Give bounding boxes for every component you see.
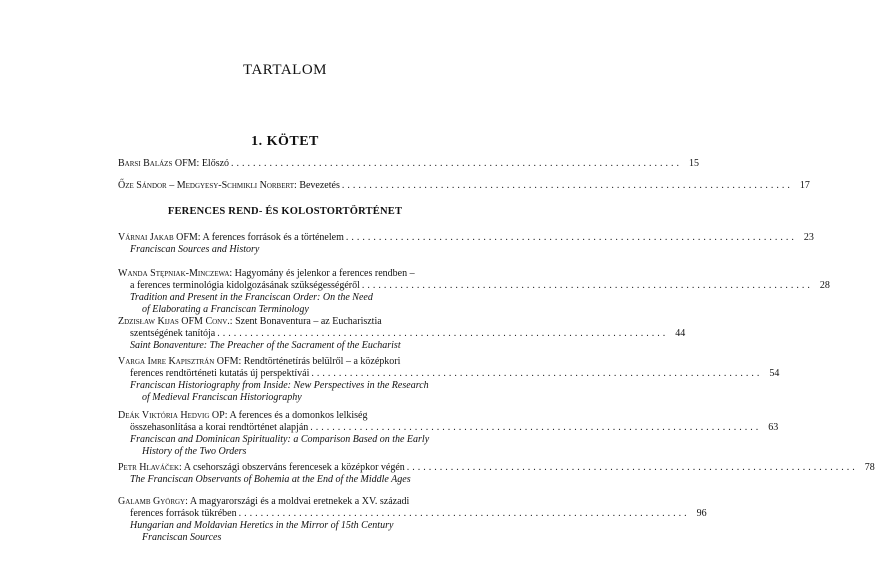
entry-title: Rendtörténetírás belülről – a középkori (243, 356, 401, 367)
section-title: FERENCES REND- ÉS KOLOSTORTÖRTÉNET (167, 206, 403, 217)
leader-dots: .................................................................................. (311, 368, 763, 379)
entry-title: A ferences és a domonkos lelkiség (229, 410, 368, 421)
leader-dots: .................................................................................. (361, 280, 813, 291)
entry-title: Bevezetés (299, 180, 340, 191)
leader-dots: .................................................................................. (406, 462, 858, 473)
entry-author: Varga Imre Kapisztrán OFM (118, 356, 239, 367)
entry-english-title: The Franciscan Observants of Bohemia at the End of the Middle Ages (130, 474, 411, 485)
entry-page: 54 (769, 368, 780, 379)
toc-entry: Galamb György: A magyarországi és a moldvai eretnekek a XV. századi ferences források tükrében .................................................................................. 96 Hungarian and Moldavian Heretics in the Mirror of 15th Century Franciscan Sources (118, 496, 707, 543)
entry-title-cont: ferences rendtörténeti kutatás új perspektívái (130, 368, 310, 379)
entry-title: A ferences források és a történelem (202, 232, 344, 243)
entry-title-cont: a ferences terminológia kidolgozásának szükségességéről (130, 280, 360, 291)
entry-title: Előszó (201, 158, 230, 169)
entry-page: 28 (819, 280, 830, 291)
toc-entry: Őze Sándor – Medgyesy-Schmikli Norbert: Bevezetés .................................................................................. 17 (118, 180, 810, 191)
entry-english-title: Franciscan and Dominican Spirituality: a Comparison Based on the Early (130, 434, 430, 445)
toc-entry: Petr Hlaváček: A csehországi obszerváns ferencesek a középkor végén .................................................................................. 78 The Franciscan Observants of Bohemia at the End of the Middle Ages (118, 462, 875, 485)
entry-page: 17 (799, 180, 810, 191)
leader-dots: .................................................................................. (238, 508, 690, 519)
entry-title-cont: ferences források tükrében (130, 508, 237, 519)
entry-title: A csehországi obszerváns ferencesek a középkor végén (183, 462, 405, 473)
entry-title-cont: összehasonlítása a korai rendtörténet alapján (130, 422, 309, 433)
toc-entry: Wanda Stępniak-Minczewa: Hagyomány és jelenkor a ferences rendben – a ferences terminológia kidolgozásának szükségességéről .................................................................................. 28 Tradition and Present in the Franciscan Order: On the Need of Elaborating a Franciscan Terminology (118, 268, 830, 315)
entry-author: Wanda Stępniak-Minczewa (118, 268, 230, 279)
toc-entry: Varga Imre Kapisztrán OFM: Rendtörténetírás belülről – a középkori ferences rendtörténeti kutatás új perspektívái .................................................................................. 54 Franciscan Historiography from Inside: New Perspectives in the Research of Medieval Franciscan Historiography (118, 356, 780, 403)
entry-english-title: Franciscan Historiography from Inside: New Perspectives in the Research (130, 380, 429, 391)
entry-page: 23 (803, 232, 814, 243)
entry-page: 63 (768, 422, 779, 433)
entry-title: Szent Bonaventura – az Eucharisztia (235, 316, 382, 327)
leader-dots: .................................................................................. (345, 232, 797, 243)
entry-title-cont: szentségének tanítója (130, 328, 216, 339)
entry-english-title: Hungarian and Moldavian Heretics in the Mirror of 15th Century (130, 520, 394, 531)
toc-entry: Deák Viktória Hedvig OP: A ferences és a domonkos lelkiség összehasonlítása a korai rendtörténet alapján .................................................................................. 63 Franciscan and Dominican Spirituality: a Comparison Based on the Early History of the Two Orders (118, 410, 779, 457)
entry-author: Zdzisław Kijas OFM Conv. (118, 316, 230, 327)
entry-english-title: Saint Bonaventure: The Preacher of the Sacrament of the Eucharist (130, 340, 401, 351)
toc-entry: Várnai Jakab OFM: A ferences források és a történelem .................................................................................. 23 Franciscan Sources and History (118, 232, 814, 255)
page-title: TARTALOM (242, 62, 328, 78)
entry-title: A magyarországi és a moldvai eretnekek a XV. századi (189, 496, 410, 507)
entry-page: 44 (675, 328, 686, 339)
leader-dots: .................................................................................. (310, 422, 762, 433)
toc-entry: Zdzisław Kijas OFM Conv.: Szent Bonaventura – az Eucharisztia szentségének tanítója .................................................................................. 44 Saint Bonaventure: The Preacher of the Sacrament of the Eucharist (118, 316, 686, 351)
toc-entry: Barsi Balázs OFM: Előszó .................................................................................. 15 (118, 158, 700, 169)
entry-english-title: Franciscan Sources and History (130, 244, 260, 255)
entry-english-title-cont: of Elaborating a Franciscan Terminology (142, 304, 309, 315)
entry-english-title: Tradition and Present in the Franciscan Order: On the Need (130, 292, 373, 303)
entry-page: 78 (864, 462, 875, 473)
leader-dots: .................................................................................. (217, 328, 669, 339)
entry-title: Hagyomány és jelenkor a ferences rendben – (234, 268, 415, 279)
entry-author: Deák Viktória Hedvig OP (118, 410, 225, 421)
entry-english-title-cont: of Medieval Franciscan Historiography (142, 392, 302, 403)
entry-author: Őze Sándor – Medgyesy-Schmikli Norbert (118, 180, 295, 191)
entry-page: 15 (689, 158, 700, 169)
entry-author: Petr Hlaváček (118, 462, 180, 473)
volume-title: 1. KÖTET (251, 134, 319, 149)
entry-english-title-cont: Franciscan Sources (142, 532, 222, 543)
leader-dots: .................................................................................. (341, 180, 793, 191)
entry-author: Barsi Balázs OFM (118, 158, 197, 169)
entry-author: Galamb György (118, 496, 186, 507)
entry-page: 96 (696, 508, 707, 519)
entry-author: Várnai Jakab OFM (118, 232, 198, 243)
leader-dots: .................................................................................. (231, 158, 683, 169)
entry-english-title-cont: History of the Two Orders (142, 446, 247, 457)
